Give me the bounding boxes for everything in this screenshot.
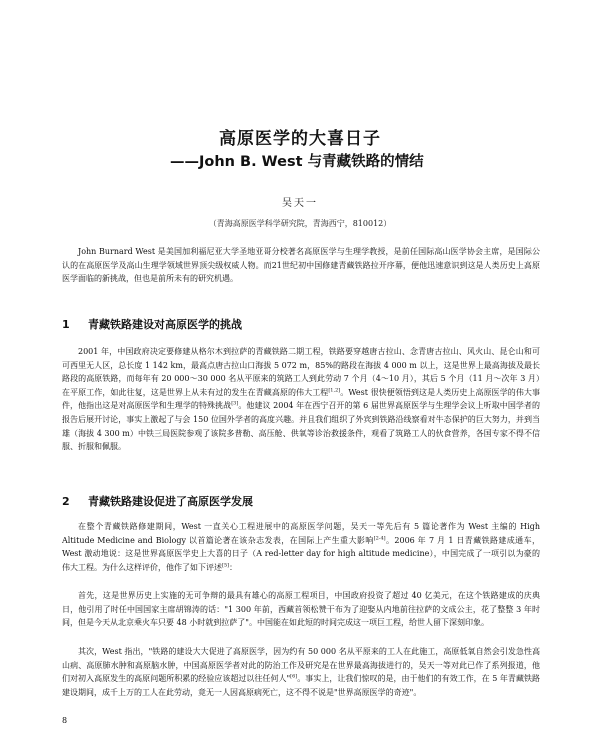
abstract-paragraph: John Burnard West 是美国加利福尼亚大学圣地亚哥分校著名高原医学与生理学教授，是前任国际高山医学协会主席，是国际公认的在高原医学及高山生理学领域世界顶尖级权威人物。而21世纪初中国修建青藏铁路拉开序幕，便他迅速意识到这是人类历史上高原医学面临的新挑战，但也是前所未有的研究机遇。	[62, 247, 540, 283]
para-text: 在整个青藏铁路修建期间，West 一直关心工程进展中的高原医学问题，吴天一等先后有 5 篇论著作为 West 主编的 High Altitude Medicine and Biology 以首篇论著在该杂志发表，在国际上产生重大影响	[62, 522, 540, 545]
author-name: 吴天一	[282, 198, 318, 209]
para-text: 。事实上，让我们惊叹的是，由于他们的有效工作，在 5 年青藏铁路建设期间，成千上万的工人在此劳动，竟无一人因高原病死亡，这不得不说是"世界高原医学的奇迹"。	[62, 674, 540, 697]
section-number: 2	[62, 495, 70, 508]
section-2-paragraph-2	[62, 589, 540, 630]
article-title: 高原医学的大喜日子	[219, 129, 381, 149]
section-1-paragraph-1	[62, 345, 540, 454]
citation: [3]	[231, 400, 239, 407]
para-text: 。West 很快便领悟到这是人类历史上高原医学的伟大事件，他指出这是对高原医学和生理学的特殊挑战	[62, 387, 540, 411]
section-2-paragraph-1	[62, 520, 540, 574]
para-text: 。他建议 2004 年在西宁召开的第 6 届世界高原医学与生理学会议上听取中国学者的报告后展开讨论，事实上激起了与会 150 位国外学者的高度兴趣。并且我们组织了外宾到铁路沿线察看对牛态保护的巨大努力，并到当雄（海拔 4 300 m）中铁三局医院参观了该院多普勒、高压舱、供氧等诊治救援条件，观看了筑路工人的伙食营养，各国专家不得不信服、折服和佩服。	[62, 401, 540, 452]
citation: [1,2]	[328, 387, 341, 394]
article-subtitle: ——John B. West 与青藏铁路的情结	[170, 154, 424, 170]
section-title: 青藏铁路建设对高原医学的挑战	[88, 318, 242, 331]
para-text: 2001 年，中国政府决定要修建从格尔木到拉萨的青藏铁路二期工程，铁路要穿越唐古拉山、念青唐古拉山、风火山、昆仑山和可可西里无人区，总长度 1 142 km，最高点唐古拉山口海拔 5 072 m，85%的路段在海拔 4 000 m 以上，这是世界上最高海拔及最长路段的高原铁路，而每年有 20 000～30 000 名从平原来的筑路工人到此劳动 7 个月（4～10 月），其后 5 个月（11 月～次年 3 月）在平原工作，如此往复，这是世界上从未有过的发生在青藏高原的伟大工程	[62, 347, 540, 397]
para-text: ：	[229, 562, 238, 572]
para-text: 首先，这是世界历史上实施的无可争辩的最具有雄心的高原工程项目，中国政府投资了超过 40 亿美元，在这个铁路建成的庆典日，他引用了时任中国国家主席胡锦涛的话："1 300 年前，西藏首领松赞干布为了迎娶从内地前往拉萨的文成公主，花了整整 3 年时间，但是今天从北京乘火车只要 48 小时就到拉萨了"。中国能在如此短的时间完成这一项巨工程，给世人留下深刻印象。	[62, 591, 540, 628]
citation: [6]	[290, 673, 298, 680]
page-number: 8	[62, 716, 68, 725]
section-number: 1	[62, 318, 70, 331]
section-title: 青藏铁路建设促进了高原医学发展	[88, 495, 253, 508]
citation: [5]	[222, 562, 230, 569]
citation: [2-4]	[373, 534, 386, 541]
section-2-heading	[62, 493, 253, 509]
para-text: 其次，West 指出，"铁路的建设大大促进了高原医学，因为约有 50 000 名从平原来的工人在此施工，高原低氧自然会引发急性高山病、高原肺水肿和高原脑水肿，中国高原医学者对此的防治工作及研究是在世界最高海拔进行的，吴天一等对此已作了系列报道，他们对初入高原发生的高原问题所积累的经验应该超过以往任何人"	[62, 647, 540, 684]
author-affiliation: （青海高原医学科学研究院，青海西宁，810012）	[208, 219, 392, 228]
section-2-paragraph-3	[62, 645, 540, 699]
para-text: 。2006 年 7 月 1 日青藏铁路建成通车，West 激动地说：这是世界高原医学史上大喜的日子（A red-letter day for high altitude medicine），中国完成了一项引以为豪的伟大工程。为什么这样评价，他作了如下评述	[62, 535, 540, 572]
section-1-heading	[62, 316, 242, 332]
